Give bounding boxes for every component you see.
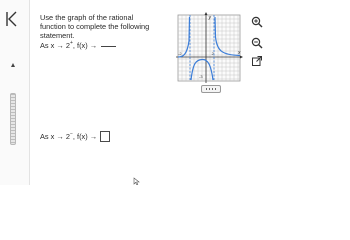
more-options-button[interactable] xyxy=(201,85,221,93)
scroll-up-arrow-icon[interactable] xyxy=(11,63,15,67)
x-tick-label: -2 xyxy=(178,51,182,56)
statement-right-limit xyxy=(40,40,116,50)
left-rail xyxy=(0,0,30,185)
right-limit-superscript: + xyxy=(69,40,73,46)
back-to-start-icon[interactable] xyxy=(4,8,20,30)
statement-right-limit-prefix: As x → 2 xyxy=(40,41,70,50)
asymptote-tick-label: 2 xyxy=(211,51,214,56)
statement-left-limit-prefix: As x → 2 xyxy=(40,132,70,141)
rational-function-graph xyxy=(168,11,246,85)
x-axis-label: x xyxy=(238,50,241,56)
statement-left-limit xyxy=(40,131,110,142)
statement-left-limit-suffix: , f(x) → xyxy=(72,132,98,141)
y-axis-label: y xyxy=(208,15,211,21)
mouse-cursor-icon xyxy=(133,177,141,185)
left-limit-superscript: − xyxy=(69,131,73,137)
zoom-out-icon[interactable] xyxy=(251,37,263,49)
y-axis-arrow-icon xyxy=(205,12,208,15)
answer-blank-line xyxy=(101,46,116,47)
y-tick-label: -3 xyxy=(199,74,203,79)
zoom-in-icon[interactable] xyxy=(251,16,263,28)
question-text: Use the graph of the rational function to complete the following statement. xyxy=(40,13,150,40)
statement-right-limit-suffix: , f(x) → xyxy=(72,41,98,50)
scrollbar[interactable] xyxy=(10,93,16,145)
answer-input-box[interactable] xyxy=(100,131,110,142)
external-link-icon[interactable] xyxy=(251,55,263,67)
